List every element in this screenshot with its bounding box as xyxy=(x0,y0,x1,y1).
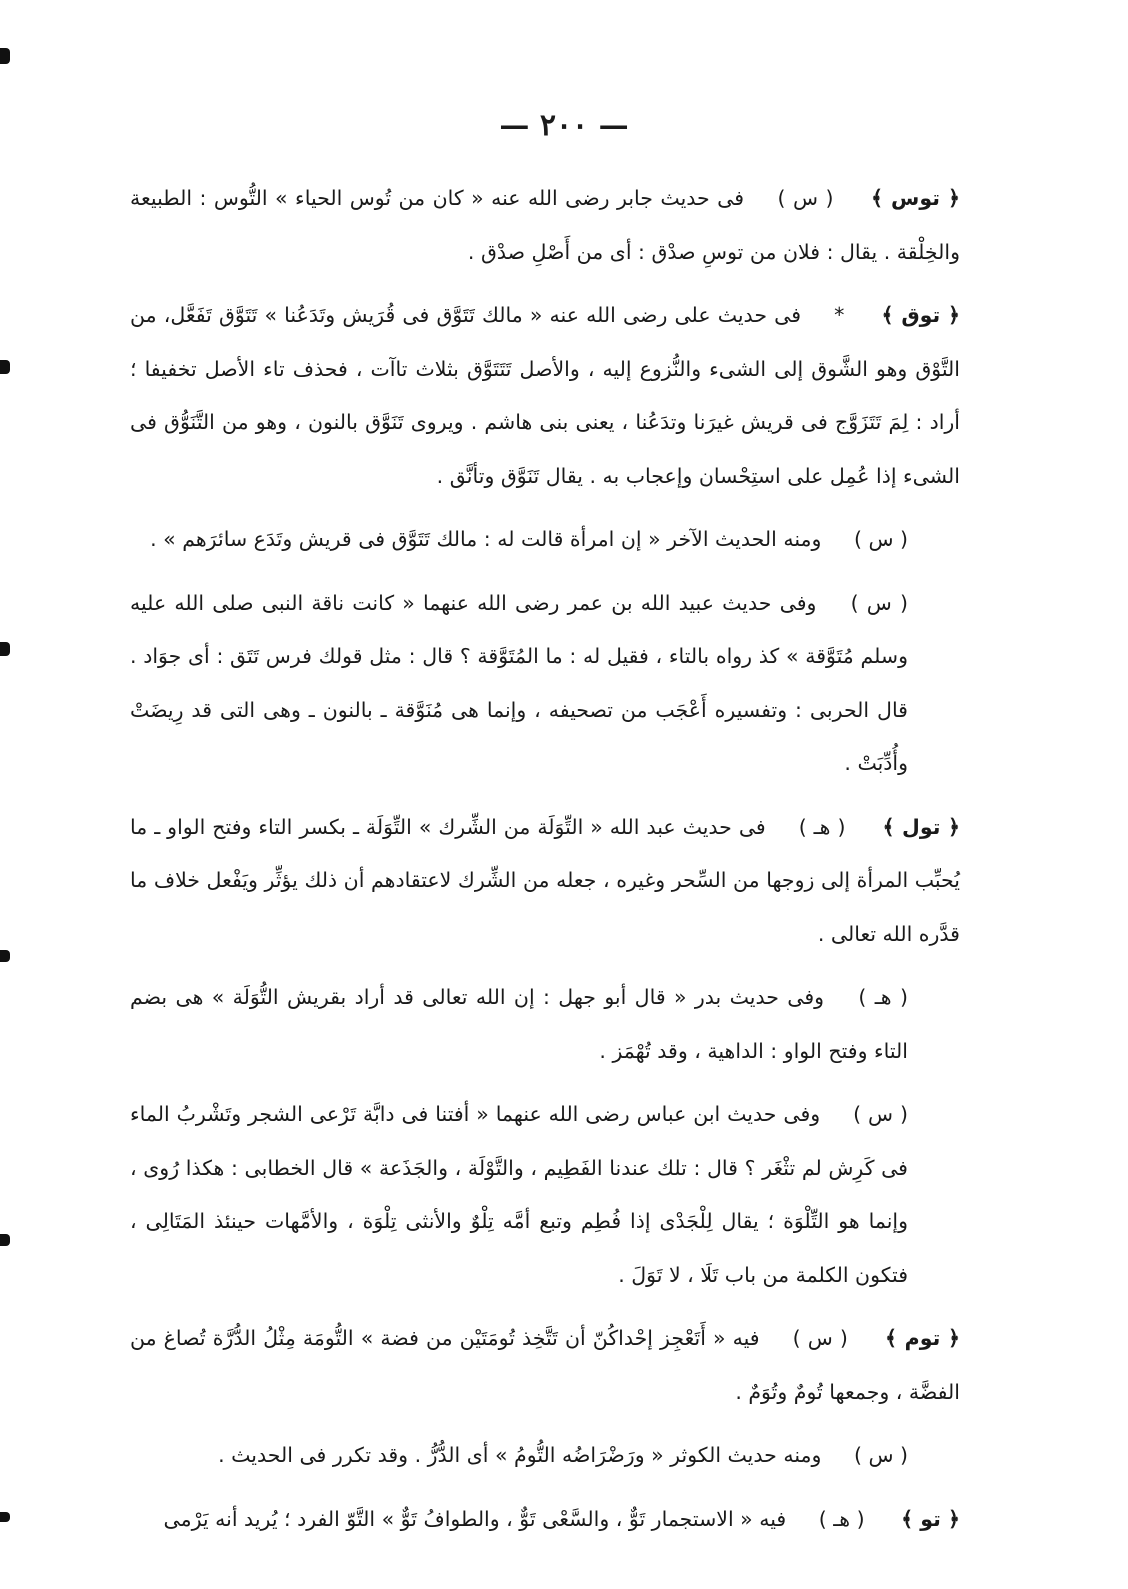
entry-tum-sub-1 xyxy=(130,1429,960,1483)
entry-tul-sub-1 xyxy=(130,971,960,1078)
entry-tawq-sub-2 xyxy=(130,577,960,791)
entry-text: فيه « الاستجمار تَوٌّ ، والسَّعْى تَوٌّ ، والطوافُ تَوٌّ » التَّوّ الفرد ؛ يُريد أنه يَرْمى xyxy=(163,1506,787,1531)
entry-text: ومنه حديث الكوثر « ورَضْرَاضُه التُّومُ » أى الدُّرُّ . وقد تكرر فى الحديث . xyxy=(218,1443,822,1467)
entry-tul-sub-2 xyxy=(130,1088,960,1302)
entry-tul xyxy=(130,801,960,962)
entry-tawq-sub-1 xyxy=(130,513,960,567)
dictionary-text xyxy=(130,172,960,1556)
scan-edge-mark xyxy=(0,48,10,64)
entry-tus xyxy=(130,172,960,279)
entry-taw xyxy=(130,1493,960,1547)
source-siglum: ( س ) xyxy=(853,1102,908,1126)
entry-text: فى حديث جابر رضى الله عنه « كان من تُوس الحياء » التُّوس : الطبيعة والخِلْقة . يقال : فلان من توسِ صدْق : أى من أَصْلِ صدْق . xyxy=(130,186,960,264)
source-siglum: ( س ) xyxy=(777,186,834,210)
entry-text: ومنه الحديث الآخر « إن امرأة قالت له : مالك تَتَوَّق فى قريش وتَدَع سائرَهم » . xyxy=(150,527,822,551)
entry-tawq xyxy=(130,289,960,503)
scan-edge-mark xyxy=(0,1512,10,1522)
headword: ﴿ توس ﴾ xyxy=(870,186,960,210)
entry-text: وفى حديث عبيد الله بن عمر رضى الله عنهما « كانت ناقة النبى صلى الله عليه وسلم مُتَوَّقة » كذ رواه بالتاء ، فقيل له : ما المُتَوَّقة ؟ قال : مثل قولك فرس تَتَق : أى جوَاد . قال الحربى : وتفسيره أَعْجَب من تصحيفه ، وإنما هى مُنَوَّقة ـ بالنون ـ وهى التى قد رِيضَتْ وأُدِّبَتْ . xyxy=(130,590,908,775)
source-siglum: ( س ) xyxy=(850,590,908,615)
entry-text: فى حديث عبد الله « التِّوَلَة من الشِّرك » التِّوَلَة ـ بكسر التاء وفتح الواو ـ ما يُحبِّب المرأة إلى زوجها من السِّحر وغيره ، جعله من الشِّرك لاعتقادهم أن ذلك يؤثِّر ويَفْعل خلاف ما قدَّره الله تعالى . xyxy=(130,814,960,946)
source-siglum: ( س ) xyxy=(792,1326,848,1350)
source-siglum: ( هـ ) xyxy=(818,1506,865,1531)
scan-edge-mark xyxy=(0,950,10,962)
scan-edge-mark xyxy=(0,360,10,374)
scan-edge-mark xyxy=(0,642,10,656)
headword: ﴿ تول ﴾ xyxy=(882,814,960,839)
headword: ﴿ توق ﴾ xyxy=(881,303,960,327)
entry-text: وفى حديث ابن عباس رضى الله عنهما « أفتنا فى دابَّة تَرْعى الشجر وتَشْربُ الماء فى كَرِش لم تثْغَر ؟ قال : تلك عندنا الفَطِيم ، والتَّوْلَة ، والجَذَعة » قال الخطابى : هكذا رُوى ، وإنما هو التِّلْوَة ؛ يقال لِلْجَدْى إذا فُطِم وتبع أمَّه تِلْوٌ والأنثى تِلْوَة ، والأمَّهات حينئذ المَتَالِى ، فتكون الكلمة من باب تَلَا ، لا تَوَلَ . xyxy=(130,1102,908,1287)
entry-text: فى حديث على رضى الله عنه « مالك تَتَوَّق فى قُرَيش وتَدَعُنا » تَتَوَّق تَفَعَّل، من التَّوْق وهو الشَّوق إلى الشىء والنُّزوع إليه ، والأصل تَتَتَوَّق بثلاث تاآت ، فحذف تاء الأصل تخفيفا ؛ أراد : لِمَ تَتَزَوَّج فى قريش غيرَنا وتدَعُنا ، يعنى بنى هاشم . ويروى تَنَوَّق بالنون ، وهو من التَّنَوُّق فى الشىء إذا عُمِل على استِحْسان وإعجاب به . يقال تَنَوَّق وتأنَّق . xyxy=(130,303,960,488)
entry-text: وفى حديث بدر « قال أبو جهل : إن الله تعالى قد أراد بقريش التُّوَلَة » هى بضم التاء وفتح الواو : الداهية ، وقد تُهْمَز . xyxy=(130,985,908,1063)
source-siglum: ( هـ ) xyxy=(798,814,846,839)
headword: ﴿ توم ﴾ xyxy=(884,1326,960,1350)
page-number: — ٢٠٠ — xyxy=(499,108,629,143)
source-siglum: ( س ) xyxy=(853,527,908,551)
scan-edge-mark xyxy=(0,1234,10,1246)
headword: ﴿ تو ﴾ xyxy=(901,1506,960,1531)
entry-tum xyxy=(130,1312,960,1419)
source-siglum: ( س ) xyxy=(853,1443,908,1467)
source-siglum: ( هـ ) xyxy=(858,985,908,1009)
source-siglum: * xyxy=(834,303,845,327)
entry-text: فيه « أَتَعْجِز إحْداكُنّ أن تَتَّخِذ تُومَتَيْن من فضة » التُّومَة مِثْلُ الدُّرَّة تُصاغ من الفضَّة ، وجمعها تُومٌ وتُوَمٌ . xyxy=(130,1326,960,1404)
